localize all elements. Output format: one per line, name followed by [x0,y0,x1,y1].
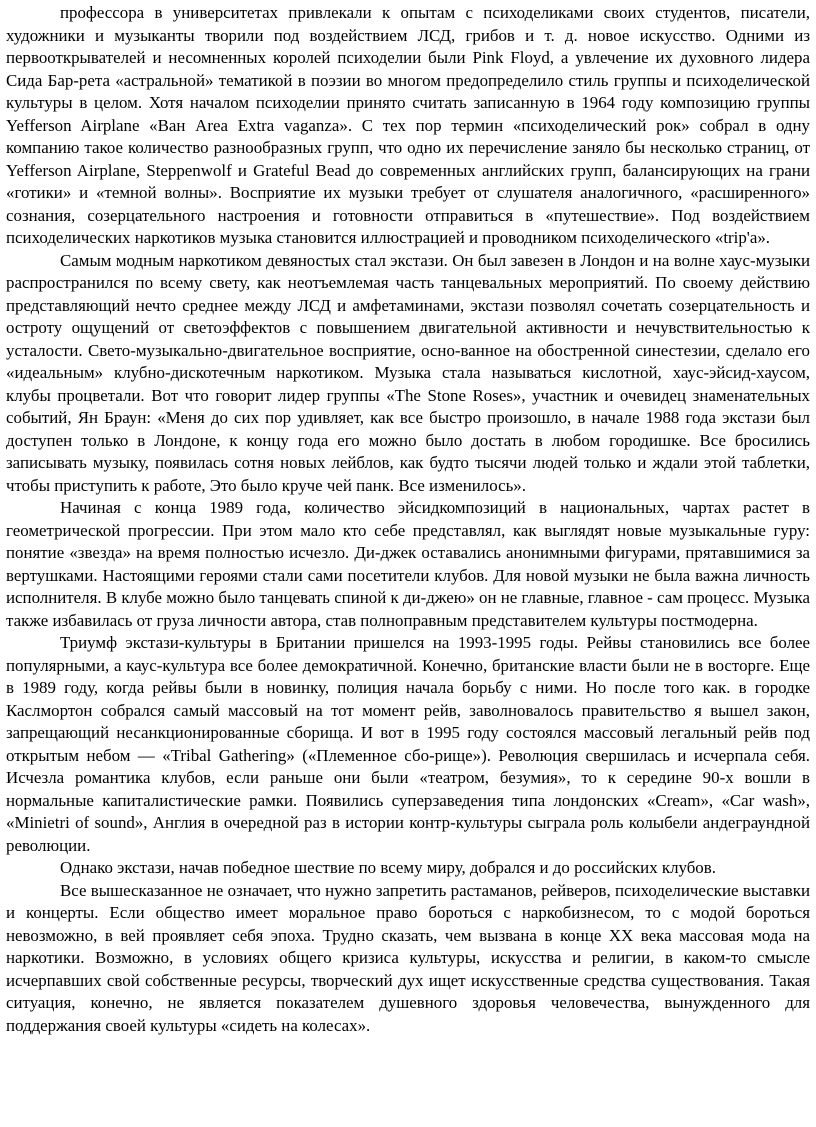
paragraph-1: профессора в университетах привлекали к опытам с психоделиками своих студентов, писатели, художники и музыканты творили под воздействием ЛСД, грибов и т. д. новое искусство. Одними из первооткрывателей и несомненных королей психоделии были Pink Floyd, а увлечение их духовного лидера Сида Бар-рета «астральной» тематикой в поэзии во многом предопределило стиль группы и психоделической культуры в целом. Хотя началом психоделии принято считать записанную в 1964 году композицию группы Yefferson Airplane «Ван Area Extra vaganza». С тех пор термин «психоделический рок» собрал в одну компанию такое количество разнообразных групп, что одно их перечисление заняло бы несколько страниц, от Yefferson Airplane, Steppenwolf и Grateful Bead до современных английских групп, балансирующих на грани «готики» и «темной волны». Восприятие их музыки требует от слушателя аналогичного, «расширенного» сознания, созерцательного настроения и готовности отправиться в «путешествие». Под воздействием психоделических наркотиков музыка становится иллюстрацией и проводником психоделического «trip'a». [6,3,810,247]
paragraph-6: Все вышесказанное не означает, что нужно запретить растаманов, рейверов, психоделические выставки и концерты. Если общество имеет моральное право бороться с наркобизнесом, то с модой бороться невозможно, в вей проявляет себя эпоха. Трудно сказать, чем вызвана в конце XX века массовая мода на наркотики. Возможно, в условиях общего кризиса культуры, искусства и религии, в каком-то смысле исчерпавших свой собственные ресурсы, творческий дух ищет искусственные средства существования. Такая ситуация, конечно, не является показателем душевного здоровья человечества, вынужденного для поддержания своей культуры «сидеть на колесах». [6,880,810,1035]
paragraph-5: Однако экстази, начав победное шествие по всему миру, добрался и до российских клубов. [60,858,716,877]
paragraph-4: Триумф экстази-культуры в Британии пришелся на 1993-1995 годы. Рейвы становились все более популярными, а каус-культура все более демократичной. Конечно, британские власти были не в восторге. Еще в 1989 году, когда рейвы были в новинку, полиция начала борьбу с ними. Но после того как. в городке Каслмортон собрался самый массовый на тот момент рейв, заволновалось правительство я вышел закон, запрещающий несанкционированные сборища. И вот в 1995 году состоялся массовый легальный рейв под открытым небом — «Tribal Gathering» («Племенное сбо-рище»). Революция свершилась и исчерпала себя. Исчезла романтика клубов, если раньше они были «театром, безумия», то к середине 90-х вошли в нормальные капиталистические рамки. Появились суперзаведения типа лондонских «Cream», «Car wash», «Minietri of sound», Англия в очередной раз в истории контр-культуры сыграла роль колыбели андеграундной революции. [6,633,810,855]
paragraph-2: Самым модным наркотиком девяностых стал экстази. Он был завезен в Лондон и на волне хаус-музыки распространился по всему свету, как неотъемлемая часть танцевальных мероприятий. По своему действию представляющий нечто среднее между ЛСД и амфетаминами, экстази позволял сочетать созерцательность и остроту ощущений от светоэффектов с повышением двигательной активности и нечувствительностью к усталости. Свето-музыкально-двигательное восприятие, осно-ванное на обостренной синестезии, сделало его «идеальным» клубно-дискотечным наркотиком. Музыка стала называться кислотной, хаус-эйсид-хаусом, клубы процветали. Вот что говорит лидер группы «The Stone Roses», участник и очевидец знаменательных событий, Ян Браун: «Меня до сих пор удивляет, как все быстро произошло, в начале 1988 года экстази был доступен только в Лондоне, к концу года его можно было достать в любом городишке. Все бросились записывать музыку, появилась сотня новых лейблов, как будто тысячи людей только и ждали этой таблетки, чтобы приступить к работе, Это было круче чей панк. Все изменилось». [6,250,810,495]
paragraph-3: Начиная с конца 1989 года, количество эйсидкомпозиций в национальных, чартах растет в геометрической прогрессии. При этом мало кто себе представлял, как выглядят новые музыкальные гуру: понятие «звезда» на время полностью исчезло. Ди-джек оставались анонимными фигурами, прятавшимися за вертушками. Настоящими героями стали сами посетители клубов. Для новой музыки не была важна личность исполнителя. В клубе можно было танцевать спиной к ди-джею» он не главные, главное - сам процесс. Музыка также избавилась от груза личности автора, став полноправным представителем культуры постмодерна. [6,498,810,630]
